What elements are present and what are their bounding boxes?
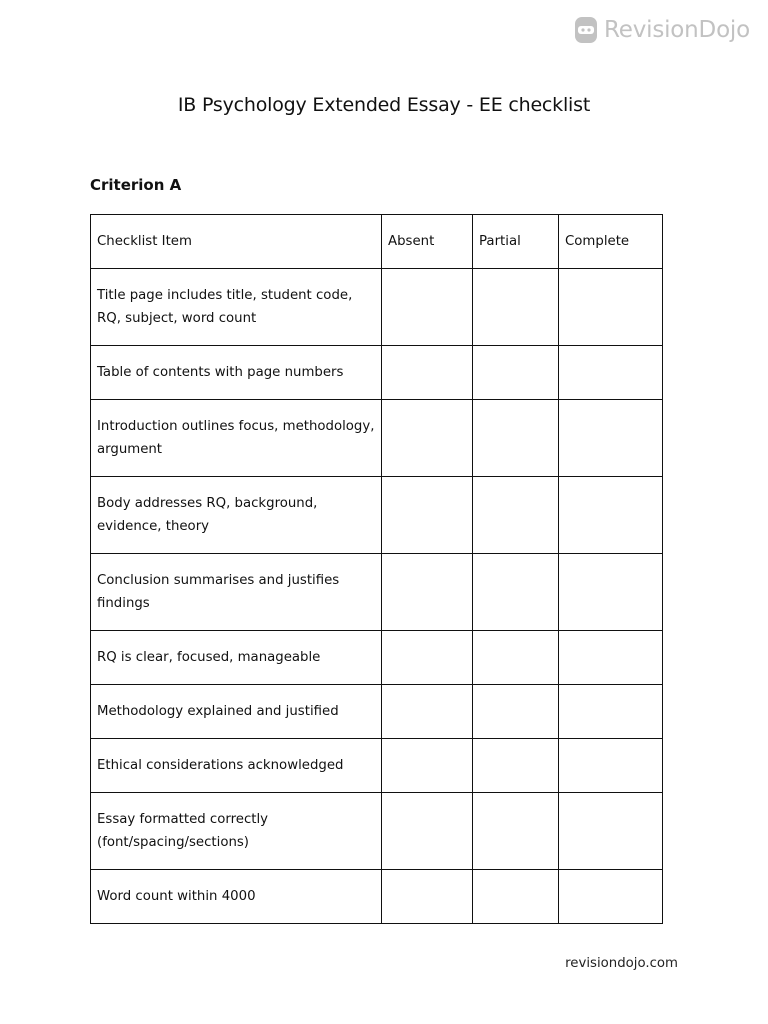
ninja-head-icon bbox=[574, 15, 598, 45]
checklist-item: RQ is clear, focused, manageable bbox=[91, 631, 382, 685]
absent-cell[interactable] bbox=[382, 631, 473, 685]
partial-cell[interactable] bbox=[473, 739, 559, 793]
table-row bbox=[91, 554, 663, 631]
absent-cell[interactable] bbox=[382, 793, 473, 870]
partial-cell[interactable] bbox=[473, 685, 559, 739]
checklist-item: Word count within 4000 bbox=[91, 870, 382, 924]
partial-cell[interactable] bbox=[473, 793, 559, 870]
absent-cell[interactable] bbox=[382, 400, 473, 477]
table-header-row bbox=[91, 215, 663, 269]
table-row bbox=[91, 685, 663, 739]
absent-cell[interactable] bbox=[382, 685, 473, 739]
absent-cell[interactable] bbox=[382, 870, 473, 924]
table-row bbox=[91, 269, 663, 346]
table-row bbox=[91, 400, 663, 477]
partial-cell[interactable] bbox=[473, 631, 559, 685]
checklist-item: Methodology explained and justified bbox=[91, 685, 382, 739]
complete-cell[interactable] bbox=[559, 269, 663, 346]
footer-website[interactable]: revisiondojo.com bbox=[565, 956, 678, 971]
table-row bbox=[91, 346, 663, 400]
partial-cell[interactable] bbox=[473, 870, 559, 924]
table-row bbox=[91, 870, 663, 924]
header-partial: Partial bbox=[473, 215, 559, 269]
section-heading: Criterion A bbox=[90, 176, 182, 194]
checklist-item: Essay formatted correctly (font/spacing/sections) bbox=[91, 793, 382, 870]
absent-cell[interactable] bbox=[382, 346, 473, 400]
absent-cell[interactable] bbox=[382, 477, 473, 554]
page-title: IB Psychology Extended Essay - EE checklist bbox=[177, 94, 591, 116]
partial-cell[interactable] bbox=[473, 346, 559, 400]
table-row bbox=[91, 477, 663, 554]
header-checklist-item: Checklist Item bbox=[91, 215, 382, 269]
partial-cell[interactable] bbox=[473, 400, 559, 477]
checklist-item: Title page includes title, student code, RQ, subject, word count bbox=[91, 269, 382, 346]
complete-cell[interactable] bbox=[559, 477, 663, 554]
table-row bbox=[91, 739, 663, 793]
absent-cell[interactable] bbox=[382, 269, 473, 346]
partial-cell[interactable] bbox=[473, 269, 559, 346]
brand-name: RevisionDojo bbox=[604, 16, 750, 43]
brand-logo bbox=[574, 15, 750, 45]
checklist-item: Ethical considerations acknowledged bbox=[91, 739, 382, 793]
checklist-item: Introduction outlines focus, methodology, argument bbox=[91, 400, 382, 477]
partial-cell[interactable] bbox=[473, 554, 559, 631]
complete-cell[interactable] bbox=[559, 346, 663, 400]
complete-cell[interactable] bbox=[559, 870, 663, 924]
header-complete: Complete bbox=[559, 215, 663, 269]
complete-cell[interactable] bbox=[559, 554, 663, 631]
complete-cell[interactable] bbox=[559, 793, 663, 870]
header-absent: Absent bbox=[382, 215, 473, 269]
table-row bbox=[91, 793, 663, 870]
checklist-table bbox=[90, 214, 663, 924]
partial-cell[interactable] bbox=[473, 477, 559, 554]
absent-cell[interactable] bbox=[382, 739, 473, 793]
complete-cell[interactable] bbox=[559, 739, 663, 793]
complete-cell[interactable] bbox=[559, 631, 663, 685]
absent-cell[interactable] bbox=[382, 554, 473, 631]
checklist-item: Conclusion summarises and justifies findings bbox=[91, 554, 382, 631]
checklist-item: Table of contents with page numbers bbox=[91, 346, 382, 400]
complete-cell[interactable] bbox=[559, 685, 663, 739]
complete-cell[interactable] bbox=[559, 400, 663, 477]
table-row bbox=[91, 631, 663, 685]
checklist-item: Body addresses RQ, background, evidence, theory bbox=[91, 477, 382, 554]
